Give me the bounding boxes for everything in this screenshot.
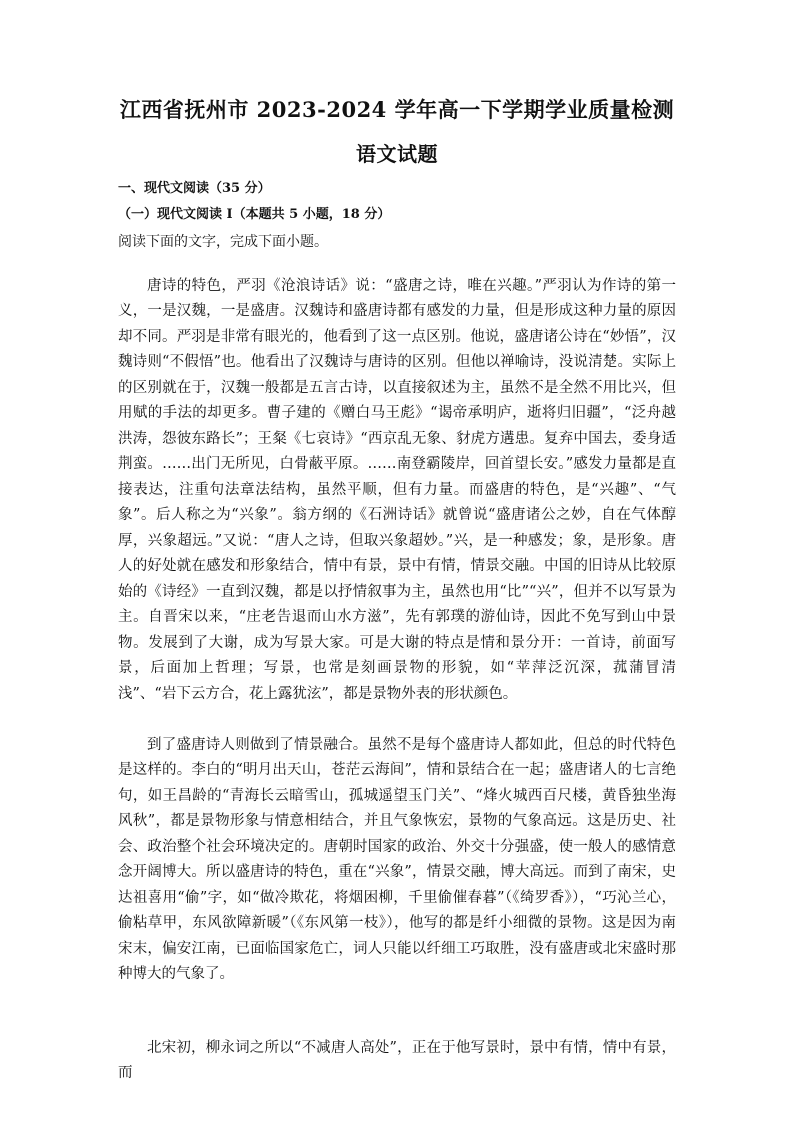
body-paragraph: 唐诗的特色，严羽《沧浪诗话》说：“盛唐之诗，唯在兴趣。”严羽认为作诗的第一义，一是汉魏，一是盛唐。汉魏诗和盛唐诗都有感发的力量，但是形成这种力量的原因却不同。严羽是非常有眼光的，他看到了这一点区别。他说，盛唐诸公诗在“妙悟”，汉魏诗则“不假悟”也。他看出了汉魏诗与唐诗的区别。但他以禅喻诗，没说清楚。实际上的区别就在于，汉魏一般都是五言古诗，以直接叙述为主，虽然不是全然不用比兴，但用赋的手法的却更多。曹子建的《赠白马王彪》“谒帝承明庐，逝将归旧疆”，“泛舟越洪涛，怨彼东路长”；王粲《七哀诗》“西京乱无象、豺虎方遘患。复弃中国去，委身适荆蛮。……出门无所见，白骨蔽平原。……南登霸陵岸，回首望长安。”感发力量都是直接表达，注重句法章法结构，虽然平顺，但有力量。而盛唐的特色，是“兴趣”、“气象”。后人称之为“兴象”。翁方纲的《石洲诗话》就曾说“盛唐诸公之妙，自在气体醇厚，兴象超远。”又说：“唐人之诗，但取兴象超妙。”兴，是一种感发；象，是形象。唐人的好处就在感发和形象结合，情中有景，景中有情，情景交融。中国的旧诗从比较原始的《诗经》一直到汉魏，都是以抒情叙事为主，虽然也用“比”“兴”，但并不以写景为主。自晋宋以来，“庄老告退而山水方滋”，先有郭璞的游仙诗，因此不免写到山中景物。发展到了大谢，成为写景大家。可是大谢的特点是情和景分开：一首诗，前面写景，后面加上哲理；写景，也常是刻画景物的形貌，如“苹萍泛沉深，菰蒲冒清浅”、“岩下云方合，花上露犹泫”，都是景物外表的形状颜色。 (118, 277, 676, 702)
document-subtitle: 语文试题 (356, 142, 438, 166)
subsection-heading: （一）现代文阅读 I（本题共 5 小题，18 分） (118, 207, 391, 222)
document-title: 江西省抚州市 2023-2024 学年高一下学期学业质量检测 (119, 97, 675, 122)
section-heading: 一、现代文阅读（35 分） (118, 181, 271, 196)
body-paragraph: 到了盛唐诗人则做到了情景融合。虽然不是每个盛唐诗人都如此，但总的时代特色是这样的。李白的“明月出天山，苍茫云海间”，情和景结合在一起；盛唐诸人的七言绝句，如王昌龄的“青海长云暗雪山，孤城遥望玉门关”、“烽火城西百尺楼，黄昏独坐海风秋”，都是景物形象与情意相结合，并且气象恢宏，景物的气象高远。这是历史、社会、政治整个社会环境决定的。唐朝时国家的政治、外交十分强盛，使一般人的感情意念开阔博大。所以盛唐诗的特色，重在“兴象”，情景交融，博大高远。而到了南宋，史达祖喜用“偷”字，如“做冷欺花，将烟困柳，千里偷催春暮”（《绮罗香》），“巧沁兰心，偷粘草甲，东风欲障新暖”（《东风第一枝》），他写的都是纤小细微的景物。这是因为南宋末，偏安江南，已面临国家危亡，词人只能以纤细工巧取胜，没有盛唐或北宋盛时那种博大的气象了。 (118, 736, 676, 982)
reading-instruction: 阅读下面的文字，完成下面小题。 (118, 234, 328, 250)
body-paragraph: 北宋初，柳永词之所以“不减唐人高处”，正在于他写景时，景中有情，情中有景，而 (118, 1039, 676, 1081)
